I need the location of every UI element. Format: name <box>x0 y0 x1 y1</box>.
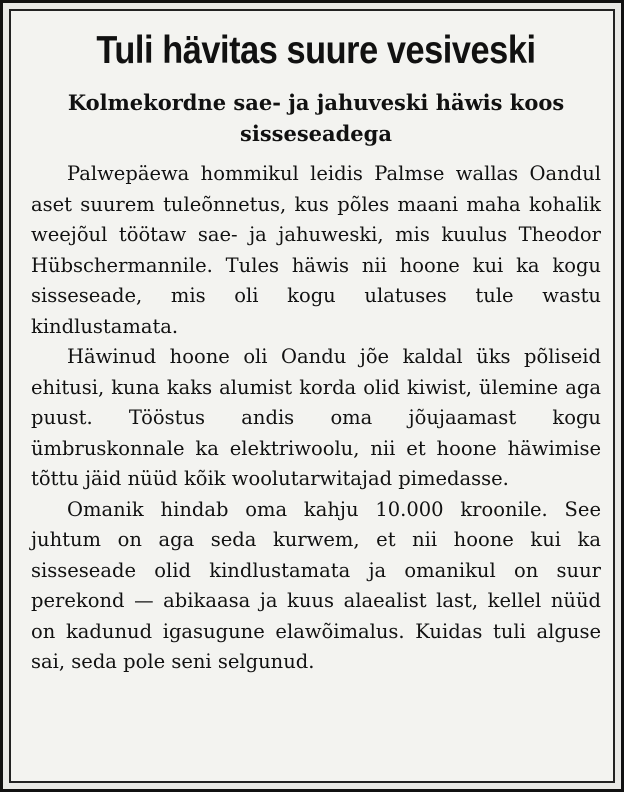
paragraph: Häwinud hoone oli Oandu jõe kaldal üks põliseid ehitusi, kuna kaks alumist korda olid kiwist, ülemine aga puust. Tööstus andis oma jõujaamast kogu ümbruskonnale ka elektriwoolu, nii et hoone häwimise tõttu jäid nüüd kõik woolutarwitajad pimedasse. <box>31 345 601 490</box>
subheadline: Kolmekordne sae- ja jahuveski häwis koos sisseseadega <box>67 90 565 146</box>
newspaper-clipping <box>31 21 601 777</box>
paragraph: Omanik hindab oma kahju 10.000 kroonile. See juhtum on aga seda kurwem, et nii hoone kui ka sisseseade olid kindlustamata ja omanikul on suur perekond — abikaasa ja kuus alaealist last, kellel nüüd on kadunud igasugune elawõimalus. Kuidas tuli alguse sai, seda pole seni selgunud. <box>31 497 601 673</box>
paragraph: Palwepäewa hommikul leidis Palmse wallas Oandul aset suurem tuleõnnetus, kus põles maani maha kohalik weejõul töötaw sae- ja jahuweski, mis kuulus Theodor Hübschermannile. Tules häwis nii hoone kui ka kogu sisseseade, mis oli kogu ulatuses tule wastu kindlustamata. <box>31 162 601 338</box>
article-body <box>31 159 601 678</box>
headline: Tuli hävitas suure vesiveski <box>96 29 536 72</box>
